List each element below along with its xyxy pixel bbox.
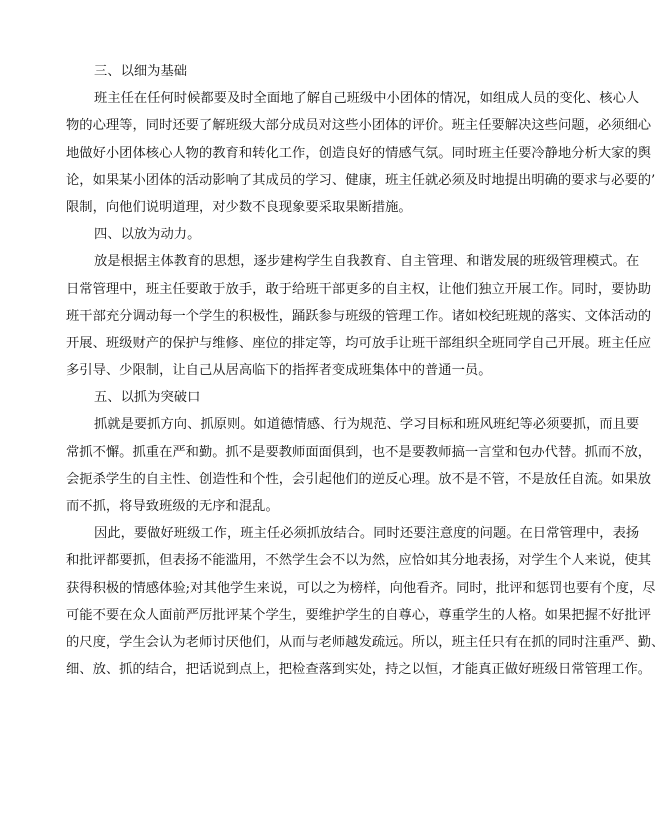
paragraph-line: 而不抓，将导致班级的无序和混乱。 bbox=[66, 499, 279, 514]
paragraph-line: 放是根据主体教育的思想，逐步建构学生自我教育、自主管理、和谐发展的班级管理模式。在 bbox=[94, 254, 640, 270]
section-heading: 五、以抓为突破口 bbox=[94, 390, 201, 406]
paragraph-line: 限制，向他们说明道理，对少数不良现象要采取果断措施。 bbox=[66, 199, 412, 215]
document-page bbox=[66, 58, 664, 683]
paragraph-line: 获得积极的情感体验;对其他学生来说，可以之为榜样，向他看齐。同时，批评和惩罚也要有个度，尽 bbox=[66, 580, 656, 596]
paragraph-line: 地做好小团体核心人物的教育和转化工作，创造良好的情感气氛。同时班主任要冷静地分析大家的舆 bbox=[66, 145, 652, 161]
paragraph-line: 细、放、抓的结合，把话说到点上，把检查落到实处，持之以恒，才能真正做好班级日常管理工作。 bbox=[66, 662, 652, 678]
paragraph-line: 论，如果某小团体的活动影响了其成员的学习、健康，班主任就必须及时地提出明确的要求与必要的’ bbox=[66, 172, 656, 188]
paragraph-line: 日常管理中，班主任要敢于放手，敢于给班干部更多的自主权，让他们独立开展工作。同时，要协助 bbox=[66, 281, 652, 297]
paragraph-line: 可能不要在众人面前严厉批评某个学生，要维护学生的自尊心，尊重学生的人格。如果把握不好批评 bbox=[66, 607, 652, 623]
paragraph-line: 多引导、少限制，让自己从居高临下的指挥者变成班集体中的普通一员。 bbox=[66, 363, 492, 379]
paragraph-line: 和批评都要抓，但表扬不能滥用，不然学生会不以为然，应恰如其分地表扬，对学生个人来说，使其 bbox=[66, 553, 652, 569]
paragraph-line: 的尺度，学生会认为老师讨厌他们，从而与老师越发疏远。所以，班主任只有在抓的同时注重严、勤、 bbox=[66, 634, 664, 650]
paragraph-line: 因此，要做好班级工作，班主任必须抓放结合。同时还要注意度的问题。在日常管理中，表扬 bbox=[94, 526, 640, 542]
paragraph-line: 会扼杀学生的自主性、创造性和个性，会引起他们的逆反心理。放不是不管，不是放任自流。如果放 bbox=[66, 471, 652, 487]
paragraph-line: 班干部充分调动每一个学生的积极性，踊跃参与班级的管理工作。诸如校纪班规的落实、文体活动的 bbox=[66, 308, 652, 324]
paragraph-line: 班主任在任何时候都要及时全面地了解自己班级中小团体的情况，如组成人员的变化、核心人 bbox=[94, 91, 640, 107]
paragraph-line: 抓就是要抓方向、抓原则。如道德情感、行为规范、学习目标和班风班纪等必须要抓，而且要 bbox=[94, 417, 640, 433]
section-heading: 三、以细为基础 bbox=[94, 64, 188, 79]
paragraph-line: 开展、班级财产的保护与维修、座位的排定等，均可放手让班干部组织全班同学自己开展。班主任应 bbox=[66, 335, 652, 351]
section-heading: 四、以放为动力。 bbox=[94, 227, 201, 243]
paragraph-line: 物的心理等，同时还要了解班级大部分成员对这些小团体的评价。班主任要解决这些问题，必须细心 bbox=[66, 118, 652, 134]
paragraph-line: 常抓不懈。抓重在严和勤。抓不是要教师面面俱到，也不是要教师搞一言堂和包办代替。抓而不放， bbox=[66, 444, 652, 460]
